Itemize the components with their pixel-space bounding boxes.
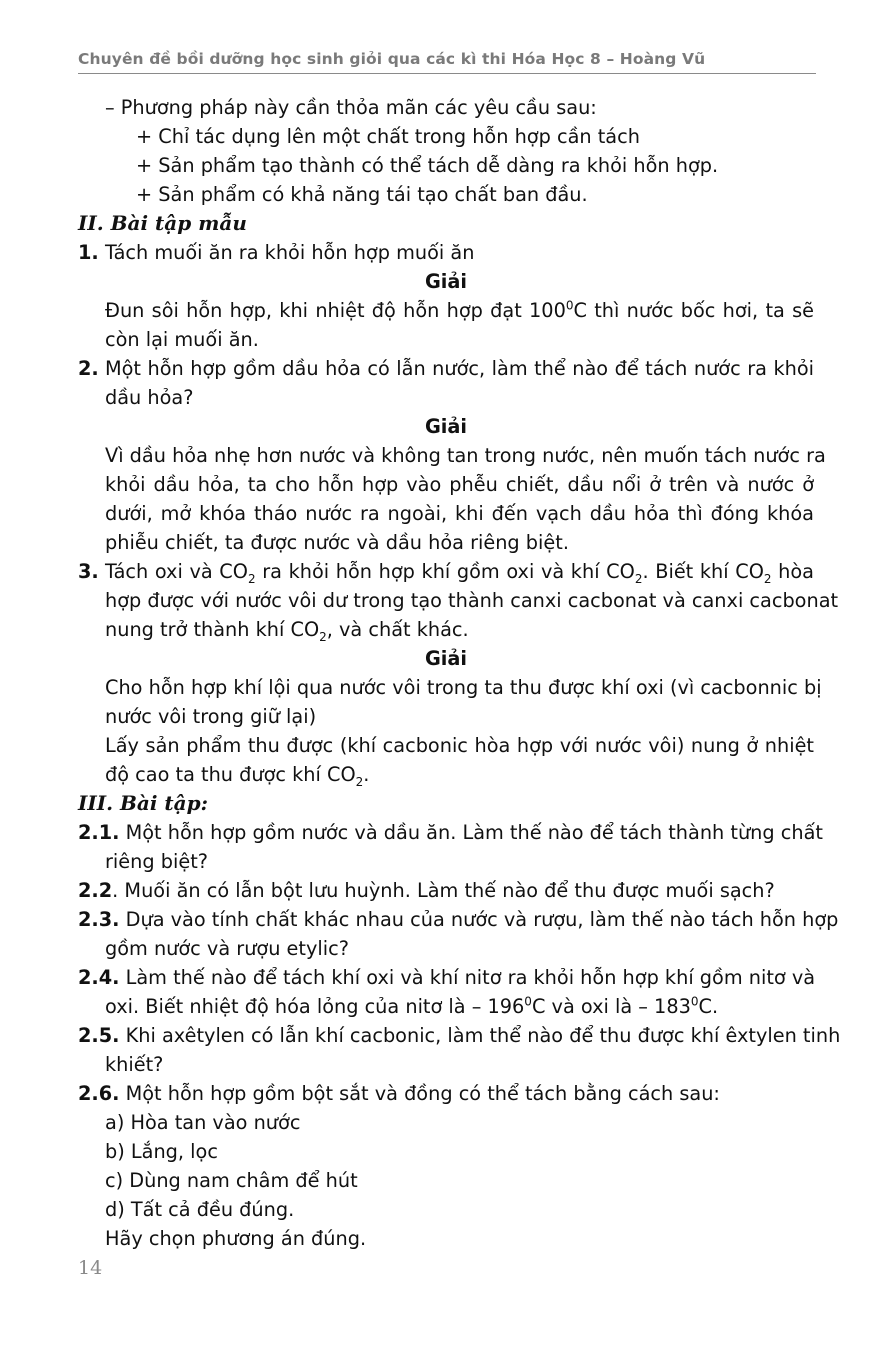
exercise-number: 2. bbox=[78, 357, 99, 380]
section-heading-exercises: III. Bài tập: bbox=[78, 791, 208, 815]
exercise-2-2: 2.2. Muối ăn có lẫn bột lưu huỳnh. Làm thế nào để thu được muối sạch? bbox=[78, 879, 775, 902]
solution-line: phiễu chiết, ta được nước và dầu hỏa riêng biệt. bbox=[105, 531, 569, 554]
exercise-3 bbox=[78, 557, 814, 586]
solution-line: Vì dầu hỏa nhẹ hơn nước và không tan trong nước, nên muốn tách nước ra bbox=[105, 444, 826, 467]
exercise-1 bbox=[78, 238, 814, 267]
section-heading-sample-exercises: II. Bài tập mẫu bbox=[78, 211, 247, 235]
option-b: b) Lắng, lọc bbox=[105, 1140, 218, 1163]
solution-line: Đun sôi hỗn hợp, khi nhiệt độ hỗn hợp đạt $100^0C$ thì nước bốc hơi, ta sẽ bbox=[105, 298, 815, 322]
exercise-question-cont: dầu hỏa? bbox=[105, 386, 194, 409]
solution-line: độ cao ta thu được khí $CO_2$. bbox=[105, 763, 370, 789]
solution-line: dưới, mở khóa tháo nước ra ngoài, khi đến vạch dầu hỏa thì đóng khóa bbox=[105, 502, 814, 525]
exercise-question-cont: nung trở thành khí $CO_2$, và chất khác. bbox=[105, 618, 469, 644]
solution-line: khỏi dầu hỏa, ta cho hỗn hợp vào phễu chiết, dầu nổi ở trên và nước ở bbox=[105, 473, 814, 496]
exercise-2-5: 2.5. Khi axêtylen có lẫn khí cacbonic, làm thể nào để thu được khí êxtylen tinh bbox=[78, 1024, 841, 1047]
exercise-question: Một hỗn hợp gồm dầu hỏa có lẫn nước, làm thể nào để tách nước ra khỏi bbox=[105, 357, 814, 380]
running-header: Chuyên đề bồi dưỡng học sinh giỏi qua các kì thi Hóa Học 8 – Hoàng Vũ bbox=[78, 50, 816, 74]
exercise-question: Tách oxi và $CO_2$ ra khỏi hỗn hợp khí gồm oxi và khí $CO_2$. Biết khí $CO_2$ hòa bbox=[105, 560, 814, 586]
exercise-2-1-cont: riêng biệt? bbox=[105, 850, 208, 873]
exercise-2-1: 2.1. Một hỗn hợp gồm nước và dầu ăn. Làm thế nào để tách thành từng chất bbox=[78, 821, 823, 844]
requirement-1: + Chỉ tác dụng lên một chất trong hỗn hợp cần tách bbox=[136, 125, 640, 148]
page-number: 14 bbox=[78, 1257, 103, 1279]
option-d: d) Tất cả đều đúng. bbox=[105, 1198, 295, 1221]
exercise-number: 1. bbox=[78, 241, 99, 264]
exercise-2-6: 2.6. Một hỗn hợp gồm bột sắt và đồng có thể tách bằng cách sau: bbox=[78, 1082, 720, 1105]
exercise-number: 3. bbox=[78, 560, 99, 583]
solution-line: còn lại muối ăn. bbox=[105, 328, 259, 351]
exercise-2-6-instruction: Hãy chọn phương án đúng. bbox=[105, 1227, 367, 1250]
exercise-2-3: 2.3. Dựa vào tính chất khác nhau của nước và rượu, làm thế nào tách hỗn hợp bbox=[78, 908, 839, 931]
option-a: a) Hòa tan vào nước bbox=[105, 1111, 301, 1134]
page-content bbox=[78, 93, 841, 1253]
solution-line: Cho hỗn hợp khí lội qua nước vôi trong ta thu được khí oxi (vì cacbonnic bị bbox=[105, 676, 822, 699]
exercise-question-cont: hợp được với nước vôi dư trong tạo thành canxi cacbonat và canxi cacbonat bbox=[105, 589, 839, 612]
solution-line: Lấy sản phẩm thu được (khí cacbonic hòa hợp với nước vôi) nung ở nhiệt bbox=[105, 734, 814, 757]
solution-line: nước vôi trong giữ lại) bbox=[105, 705, 317, 728]
exercise-2 bbox=[78, 354, 814, 383]
exercise-2-5-cont: khiết? bbox=[105, 1053, 164, 1076]
solution-heading: Giải bbox=[424, 647, 468, 670]
requirement-3: + Sản phẩm có khả năng tái tạo chất ban đầu. bbox=[136, 183, 588, 206]
exercise-2-4-cont: oxi. Biết nhiệt độ hóa lỏng của nitơ là – $196^0C$ và oxi là – $183^0C$. bbox=[105, 994, 719, 1018]
exercise-question: Tách muối ăn ra khỏi hỗn hợp muối ăn bbox=[105, 241, 475, 264]
solution-heading: Giải bbox=[424, 270, 468, 293]
requirement-2: + Sản phẩm tạo thành có thể tách dễ dàng ra khỏi hỗn hợp. bbox=[136, 154, 719, 177]
intro-requirement-lead: – Phương pháp này cần thỏa mãn các yêu cầu sau: bbox=[105, 96, 597, 119]
exercise-2-4: 2.4. Làm thế nào để tách khí oxi và khí nitơ ra khỏi hỗn hợp khí gồm nitơ và bbox=[78, 966, 816, 989]
exercise-2-3-cont: gồm nước và rượu etylic? bbox=[105, 937, 349, 960]
option-c: c) Dùng nam châm để hút bbox=[105, 1169, 358, 1192]
solution-heading: Giải bbox=[424, 415, 468, 438]
